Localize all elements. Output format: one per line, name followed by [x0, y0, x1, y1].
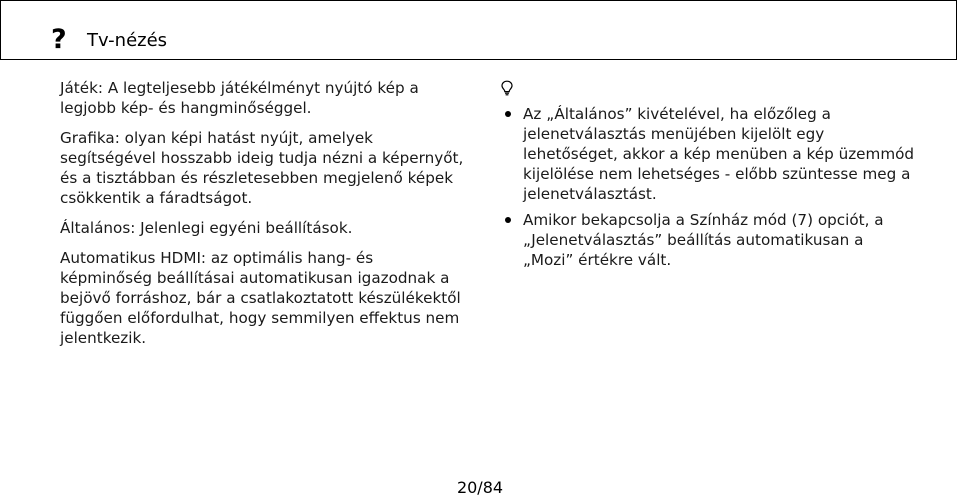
right-column	[497, 80, 917, 276]
paragraph-auto-hdmi-mode: Automatikus HDMI: az optimális hang- és képminőség beállításai automatikusan igazodnak a bejövő forráshoz, bár a csatlakoztatott készülékektől függően előfordulhat, hogy semmilyen effektus nem jelentkezik.	[60, 249, 461, 347]
question-mark-icon: ?	[51, 24, 67, 55]
section-header	[0, 0, 957, 60]
bullet-icon	[505, 217, 511, 223]
note-text: Az „Általános” kivételével, ha előzőleg a jelenetválasztás menüjében kijelölt egy lehetőséget, akkor a kép menüben a kép üzemmód kijelölése nem lehetséges - előbb szüntesse meg a jelenetválasztást.	[523, 105, 915, 203]
bullet-icon	[505, 111, 511, 117]
note-text: Amikor bekapcsolja a Színház mód (7) opciót, a „Jelenetválasztás” beállítás automatikusan a „Mozi” értékre vált.	[523, 211, 884, 269]
paragraph-graphics-mode: Grafika: olyan képi hatást nyújt, amelyek segítségével hosszabb ideig tudja nézni a képernyőt, és a tisztábban és részletesebben megjelenő képek csökkentik a fáradtságot.	[60, 129, 464, 207]
paragraph-general-mode: Általános: Jelenlegi egyéni beállítások.	[60, 219, 353, 237]
section-title: Tv-nézés	[87, 30, 168, 51]
left-column	[60, 78, 465, 358]
list-item	[497, 210, 917, 270]
page-number: 20/84	[456, 478, 504, 497]
list-item	[497, 104, 917, 204]
lightbulb-icon	[500, 80, 514, 96]
paragraph-game-mode: Játék: A legteljesebb játékélményt nyújtó kép a legjobb kép- és hangminőséggel.	[60, 79, 419, 117]
notes-list	[497, 104, 917, 270]
